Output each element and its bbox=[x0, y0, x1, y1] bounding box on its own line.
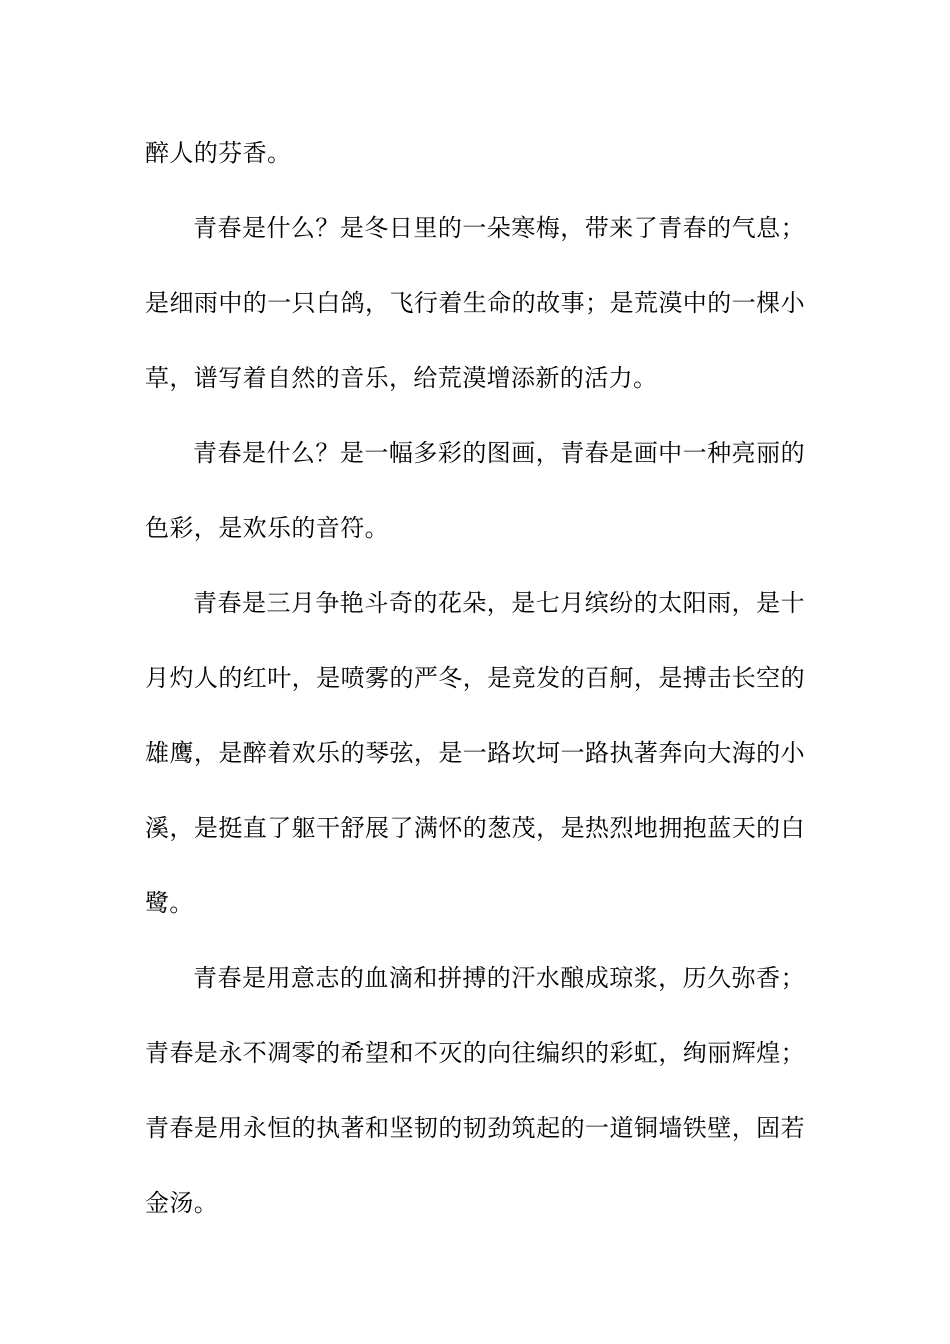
paragraph-what-is-youth-2: 青春是什么？是一幅多彩的图画，青春是画中一种亮丽的色彩，是欢乐的音符。 bbox=[145, 439, 805, 542]
document-body bbox=[145, 116, 805, 1241]
paragraph-youth-will: 青春是用意志的血滴和拼搏的汗水酿成琼浆，历久弥香；青春是永不凋零的希望和不灭的向往编织的彩虹，绚丽辉煌；青春是用永恒的执著和坚韧的韧劲筑起的一道铜墙铁壁，固若金汤。 bbox=[145, 964, 805, 1217]
paragraph-youth-metaphors: 青春是三月争艳斗奇的花朵，是七月缤纷的太阳雨，是十月灼人的红叶，是喷雾的严冬，是竞发的百舸，是搏击长空的雄鹰，是醉着欢乐的琴弦，是一路坎坷一路执著奔向大海的小溪，是挺直了躯干舒展了满怀的葱茂，是热烈地拥抱蓝天的白鹭。 bbox=[145, 589, 805, 917]
paragraph-continuation: 醉人的芬香。 bbox=[145, 139, 292, 167]
paragraph-what-is-youth-1: 青春是什么？是冬日里的一朵寒梅，带来了青春的气息；是细雨中的一只白鸽，飞行着生命的故事；是荒漠中的一棵小草，谱写着自然的音乐，给荒漠增添新的活力。 bbox=[145, 214, 805, 392]
